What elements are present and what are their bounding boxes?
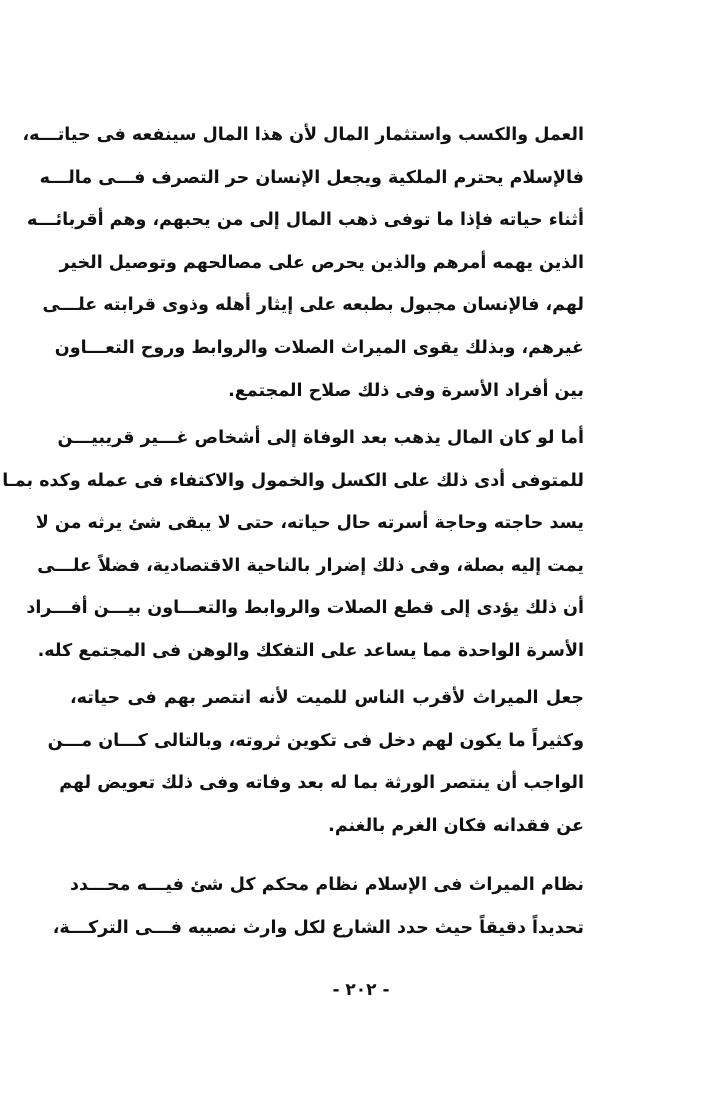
text-line: جعل الميراث لأقرب الناس للميت لأنه انتصر بهم فى حياته، — [70, 688, 584, 708]
paragraph-3 — [47, 677, 584, 847]
text-line: بين أفراد الأسرة وفى ذلك صلاح المجتمع. — [228, 380, 584, 401]
text-line: لهم، فالإنسان مجبول بطبعه على إيثار أهله وذوى قرابته علـــى — [42, 295, 584, 316]
text-line: غيرهم، وبذلك يقوى الميراث الصلات والروابط وروح التعـــاون — [54, 337, 584, 358]
text-line: الأسرة الواحدة مما يساعد على التفكك والوهن فى المجتمع كله. — [37, 640, 584, 661]
text-line: أثناء حياته فإذا ما توفى ذهب المال إلى من يحبهم، وهم أقربائـــه — [26, 210, 584, 231]
text-line: أما لو كان المال يذهب بعد الوفاة إلى أشخاص غـــير قريبيـــن — [57, 428, 584, 448]
paragraph-4 — [52, 864, 584, 949]
text-line: أن ذلك يؤدى إلى قطع الصلات والروابط والتعـــاون بيـــن أفـــراد — [26, 598, 584, 619]
text-line: وكثيراً ما يكون لهم دخل فى تكوين ثروته، وبالتالى كـــان مـــن — [47, 730, 584, 751]
text-line: تحديداً دقيقاً حيث حدد الشارع لكل وارث نصيبه فـــى التركـــة، — [52, 917, 584, 938]
text-line: يسد حاجته وحاجة أسرته حال حياته، حتى لا يبقى شئ يرثه من لا — [35, 513, 584, 534]
text-line: نظام الميراث فى الإسلام نظام محكم كل شئ فيـــه محـــدد — [70, 875, 584, 895]
text-line: الذين يهمه أمرهم والذين يحرص على مصالحهم وتوصيل الخير — [59, 252, 584, 273]
paragraph-1 — [22, 114, 584, 412]
text-line: فالإسلام يحترم الملكية ويجعل الإنسان حر التصرف فـــى مالـــه — [39, 167, 584, 188]
text-line: للمتوفى أدى ذلك على الكسل والخمول والاكتفاء فى عمله وكده بمـا — [2, 470, 584, 491]
text-line: الواجب أن ينتصر الورثة بما له بعد وفاته وفى ذلك تعويض لهم — [59, 773, 584, 794]
page-number: - ٢٠٢ - — [332, 980, 390, 1000]
text-line: يمت إليه بصلة، وفى ذلك إضرار بالناحية الاقتصادية، فضلاً علـــى — [37, 555, 584, 576]
paragraph-2 — [2, 417, 584, 673]
text-line: العمل والكسب واستثمار المال لأن هذا المال سينفعه فى حياتـــه، — [22, 125, 584, 145]
text-line: عن فقدانه فكان الغرم بالغنم. — [328, 815, 584, 836]
